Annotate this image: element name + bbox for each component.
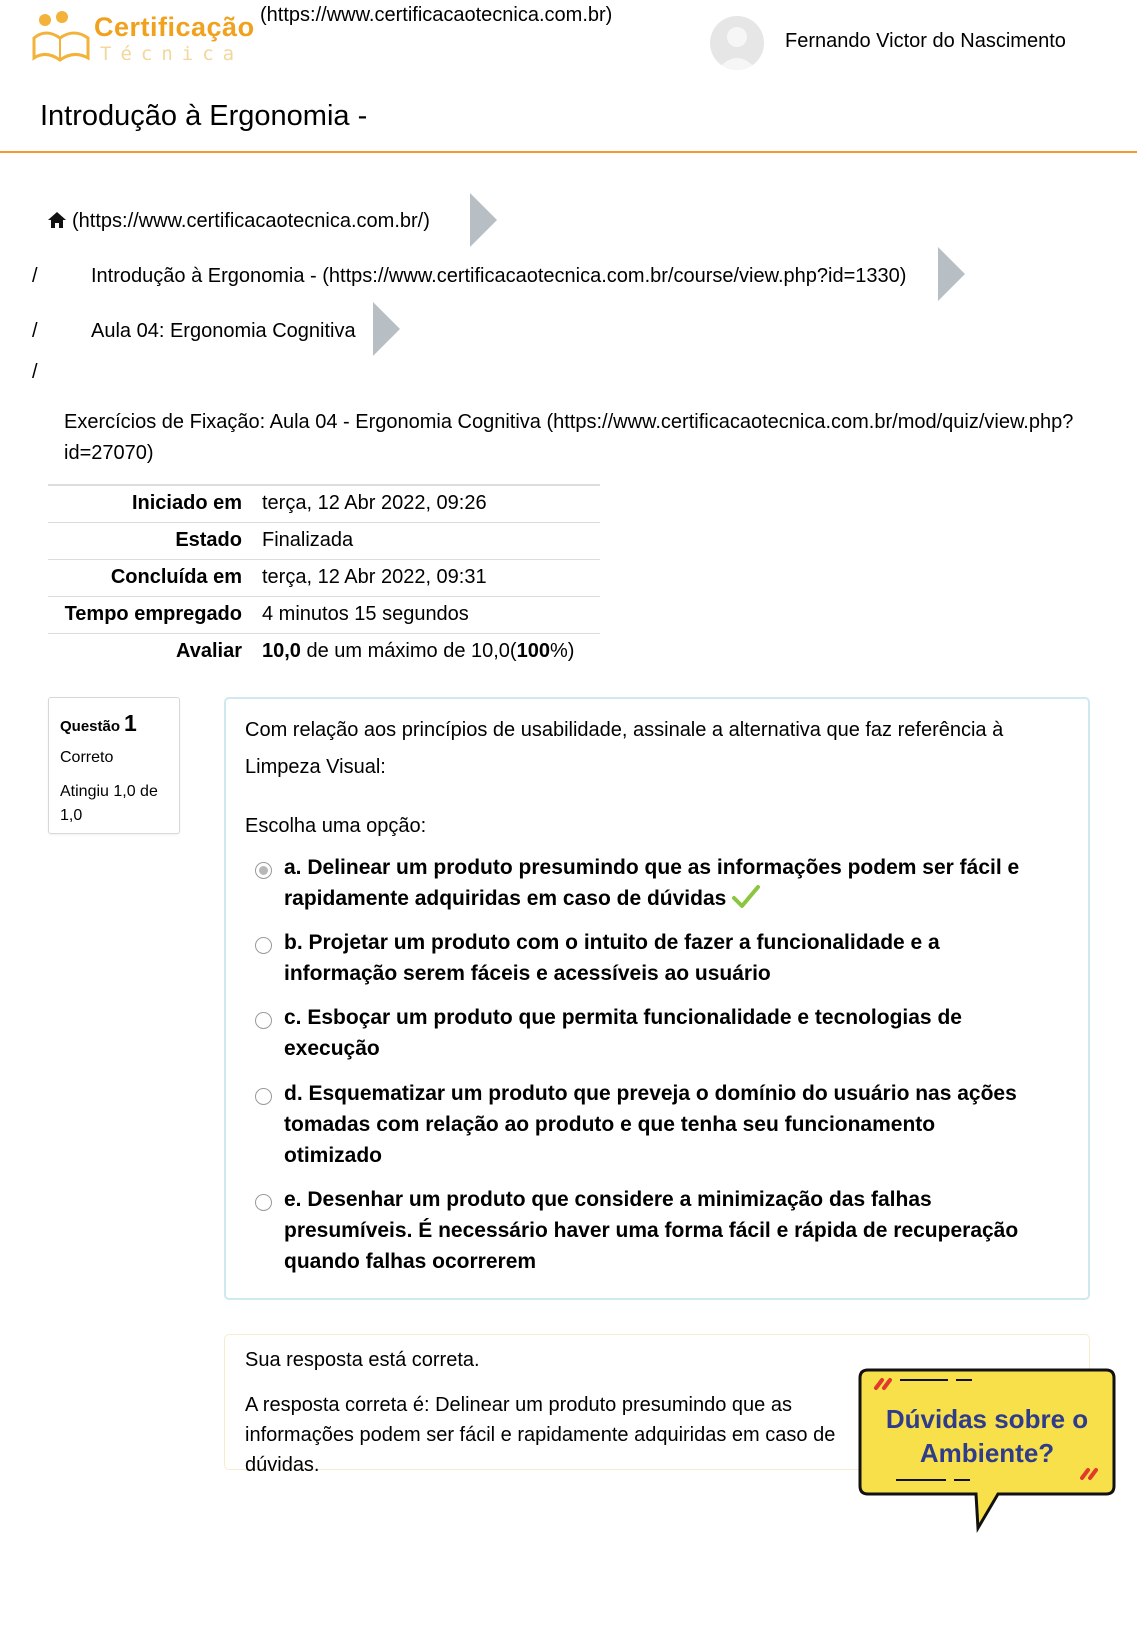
breadcrumb-quiz-line2: id=27070) — [64, 442, 154, 464]
feedback-result: Sua resposta está correta. — [245, 1349, 480, 1371]
breadcrumb-separator: / — [32, 361, 38, 383]
header-divider — [0, 151, 1137, 153]
option-label — [284, 852, 1024, 914]
user-icon — [710, 16, 764, 70]
radio-button[interactable] — [255, 1012, 272, 1029]
option-label: d. Esquematizar um produto que preveja o domínio do usuário nas ações tomadas com relação ao produto e que tenha seu funcionamento otimizado — [284, 1082, 1017, 1167]
summary-value: terça, 12 Abr 2022, 09:26 — [262, 485, 600, 523]
summary-row-completed — [48, 560, 600, 597]
option-label: c. Esboçar um produto que permita funcionalidade e tecnologias de execução — [284, 1006, 962, 1060]
question-grade: Atingiu 1,0 de 1,0 — [60, 783, 158, 824]
summary-label: Tempo empregado — [48, 597, 262, 634]
option-text: a. Delinear um produto presumindo que as informações podem ser fácil e rapidamente adquiridas em caso de dúvidas — [284, 856, 1020, 910]
radio-button[interactable] — [255, 937, 272, 954]
summary-row-time — [48, 597, 600, 634]
help-bubble-text[interactable]: Dúvidas sobre o Ambiente? — [885, 1404, 1089, 1468]
attempt-summary-table — [48, 484, 600, 670]
user-name[interactable]: Fernando Victor do Nascimento — [785, 30, 1066, 52]
breadcrumb-course-link[interactable]: Introdução à Ergonomia - (https://www.certificacaotecnica.com.br/course/view.php?id=1330) — [91, 265, 907, 287]
summary-value: 4 minutos 15 segundos — [262, 597, 600, 634]
summary-value: terça, 12 Abr 2022, 09:31 — [262, 560, 600, 597]
page-title: Introdução à Ergonomia - — [40, 100, 368, 132]
summary-value — [262, 634, 600, 671]
avatar[interactable] — [710, 16, 764, 70]
summary-label: Estado — [48, 523, 262, 560]
summary-row-grade — [48, 634, 600, 671]
question-label-text: Questão — [60, 718, 121, 735]
logo-title: Certificação — [94, 12, 255, 42]
grade-percent: 100 — [516, 640, 550, 662]
home-icon[interactable] — [48, 212, 66, 228]
summary-label: Avaliar — [48, 634, 262, 671]
breadcrumb-arrow-icon — [470, 193, 497, 247]
radio-button[interactable] — [255, 1194, 272, 1211]
logo-subtitle: Técnica — [100, 43, 244, 65]
breadcrumb-home-link[interactable]: (https://www.certificacaotecnica.com.br/) — [72, 210, 430, 232]
summary-value: Finalizada — [262, 523, 600, 560]
breadcrumb-arrow-icon — [373, 302, 400, 356]
question-prompt: Escolha uma opção: — [245, 815, 427, 837]
breadcrumb-quiz-link[interactable] — [64, 407, 1073, 469]
feedback-correct-answer: A resposta correta é: Delinear um produto presumindo que as informações podem ser fácil e rapidamente adquiridas em caso de dúvidas. — [245, 1394, 836, 1476]
summary-label: Concluída em — [48, 560, 262, 597]
summary-row-state — [48, 523, 600, 560]
grade-score: 10,0 — [262, 640, 301, 662]
option-label: e. Desenhar um produto que considere a minimização das falhas presumíveis. É necessário haver uma forma fácil e rápida de recuperação quando falhas ocorrerem — [284, 1188, 1019, 1273]
breadcrumb-separator: / — [32, 320, 38, 342]
check-icon — [732, 885, 760, 909]
grade-text-end: %) — [549, 640, 575, 662]
breadcrumb-lesson-link[interactable]: Aula 04: Ergonomia Cognitiva — [91, 320, 356, 342]
logo-icon — [30, 8, 94, 68]
question-label — [60, 710, 137, 737]
option-label: b. Projetar um produto com o intuito de fazer a funcionalidade e a informação serem fáceis e acessíveis ao usuário — [284, 931, 940, 985]
radio-button[interactable] — [255, 1088, 272, 1105]
question-info — [48, 697, 180, 834]
question-state: Correto — [60, 749, 114, 766]
summary-label: Iniciado em — [48, 485, 262, 523]
breadcrumb-separator: / — [32, 265, 38, 287]
question-text: Com relação aos princípios de usabilidade, assinale a alternativa que faz referência à Limpeza Visual: — [245, 719, 1004, 778]
question-number: 1 — [124, 710, 137, 736]
radio-button[interactable] — [255, 862, 272, 879]
grade-text: de um máximo de 10,0( — [300, 640, 517, 662]
breadcrumb-arrow-icon — [938, 247, 965, 301]
site-url-link[interactable]: (https://www.certificacaotecnica.com.br) — [260, 4, 613, 26]
breadcrumb-quiz-line1: Exercícios de Fixação: Aula 04 - Ergonomia Cognitiva (https://www.certificacaotecnica.com.br/mod/quiz/view.php? — [64, 411, 1074, 433]
summary-row-started — [48, 485, 600, 523]
